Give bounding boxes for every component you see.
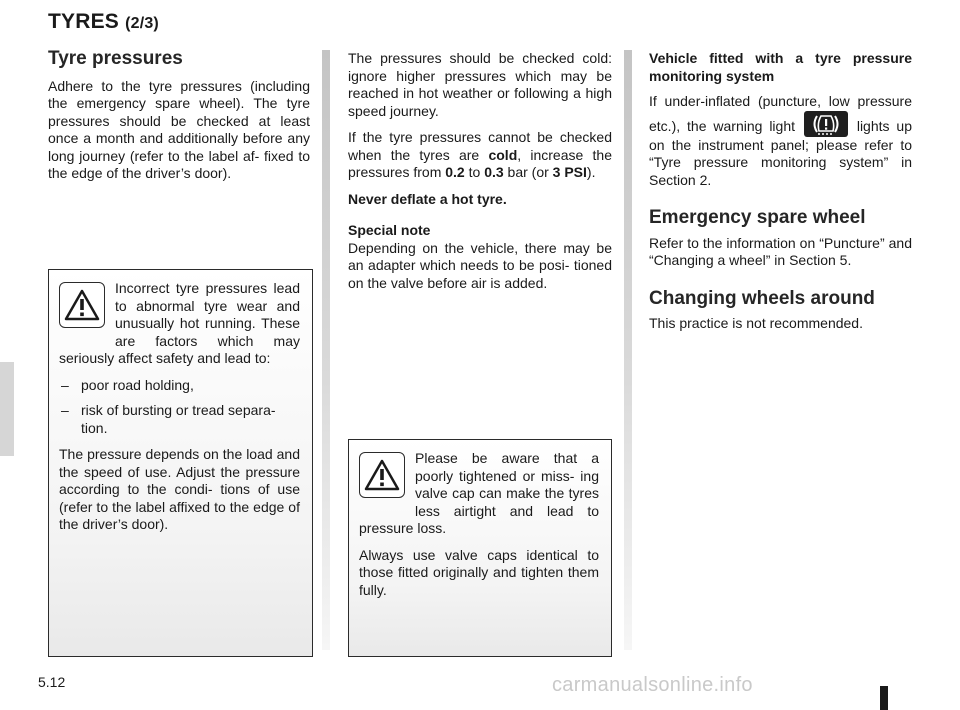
subsection-heading: Vehicle fitted with a tyre pressure monitoring system	[649, 50, 912, 84]
section-side-tab	[0, 362, 14, 456]
list-item: – risk of bursting or tread separa- tion.	[59, 402, 300, 437]
warning-text: The pressure depends on the load and the speed of use. Adjust the pressure according to the condi- tions of use (refer to the label affixed to the edge of the driver’s door).	[59, 446, 300, 532]
page-number: 5.12	[38, 674, 66, 690]
tyre-pressure-warning-icon	[804, 111, 848, 137]
column-3	[649, 50, 912, 342]
warning-list	[59, 377, 300, 438]
section-heading: Tyre pressures	[48, 48, 183, 69]
column-1	[48, 50, 310, 192]
page-title-part: (2/3)	[125, 15, 159, 32]
paragraph: If the tyre pressures cannot be checked when the tyres are cold, increase the pressures from 0.2 to 0.3 bar (or 3 PSI).	[348, 129, 612, 180]
special-note-heading: Special note	[348, 222, 431, 238]
watermark: carmanualsonline.info	[552, 674, 753, 696]
section-heading: Changing wheels around	[649, 287, 875, 309]
paragraph: The pressures should be checked cold: ignore higher pressures which may be reached in hot weather or following a high speed journey.	[348, 50, 612, 119]
paragraph: Depending on the vehicle, there may be an adapter which needs to be posi- tioned on the valve before air is added.	[348, 239, 612, 291]
paragraph: This practice is not recommended.	[649, 315, 863, 331]
warning-box	[48, 269, 313, 657]
warning-box	[348, 439, 612, 657]
paragraph: Never deflate a hot tyre.	[348, 190, 507, 207]
section-heading: Emergency spare wheel	[649, 207, 866, 228]
page-corner-mark	[880, 686, 888, 710]
paragraph: Adhere to the tyre pressures (including the emergency spare wheel). The tyre pressures should be checked at least once a month and additionally before any long journey (refer to the label af- fixed to the edge of the driver’s door).	[48, 77, 310, 181]
column-divider	[624, 50, 632, 650]
page-title-text: TYRES	[48, 10, 120, 33]
warning-text: Please be aware that a poorly tightened or miss- ing valve cap can make the tyres less airtight and lead to pressure loss.	[359, 450, 599, 536]
warning-text: Always use valve caps identical to those fitted originally and tighten them fully.	[359, 546, 599, 598]
warning-text: Incorrect tyre pressures lead to abnormal tyre wear and unusually hot running. These are factors which may seriously affect safety and lead to:	[59, 280, 300, 366]
column-divider	[322, 50, 330, 650]
paragraph: If under-inflated (puncture, low pressure etc.), the warning light lights up on the instrument panel; please refer to “Tyre pressure monitoring system” in Section 2.	[649, 93, 912, 188]
paragraph: Refer to the information on “Puncture” and “Changing a wheel” in Section 5.	[649, 234, 912, 268]
column-2	[348, 50, 612, 301]
page-title	[48, 10, 159, 34]
list-item: – poor road holding,	[59, 377, 300, 395]
